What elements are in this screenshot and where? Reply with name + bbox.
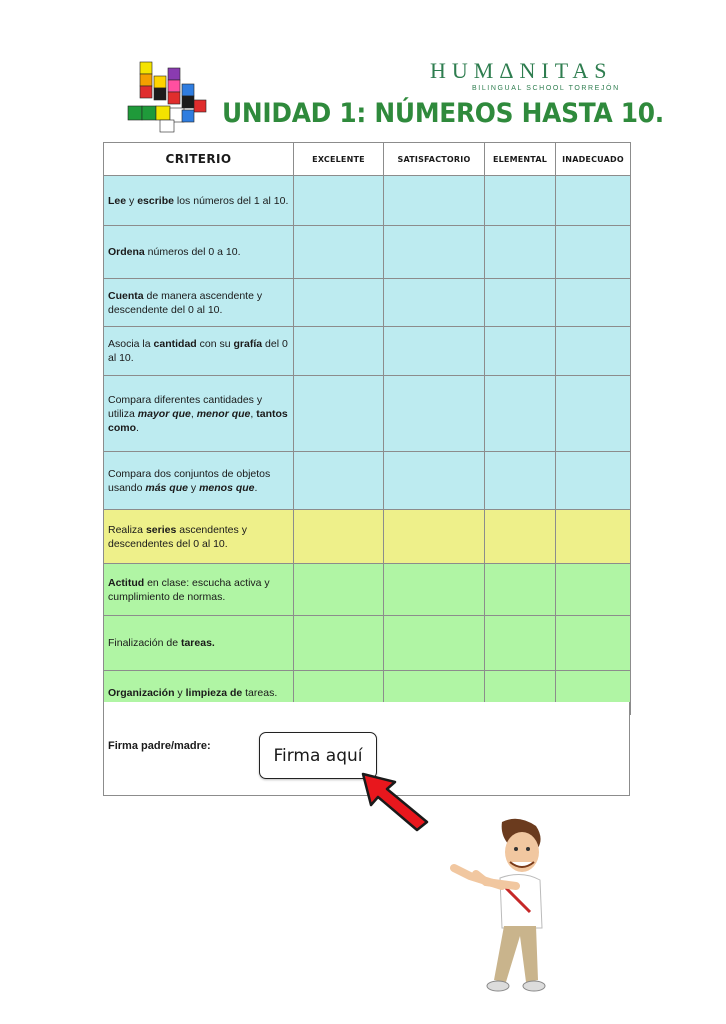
criterion-cell: Asocia la cantidad con su grafía del 0 al 10. <box>104 327 294 376</box>
rating-cell[interactable] <box>294 226 384 279</box>
rating-cell[interactable] <box>384 510 485 564</box>
rating-cell[interactable] <box>556 452 631 510</box>
rating-cell[interactable] <box>485 176 556 226</box>
rating-cell[interactable] <box>556 279 631 327</box>
signature-label: Firma padre/madre: <box>108 740 211 752</box>
table-row <box>104 564 631 616</box>
rating-cell[interactable] <box>384 376 485 452</box>
rating-cell[interactable] <box>294 279 384 327</box>
header-inadecuado: INADECUADO <box>556 143 631 176</box>
criterion-cell: Actitud en clase: escucha activa y cumplimiento de normas. <box>104 564 294 616</box>
rating-cell[interactable] <box>384 226 485 279</box>
rating-cell[interactable] <box>485 279 556 327</box>
rating-cell[interactable] <box>556 226 631 279</box>
logo-subtitle: BILINGUAL SCHOOL TORREJÓN <box>472 85 620 92</box>
rating-cell[interactable] <box>556 510 631 564</box>
criterion-cell: Compara dos conjuntos de objetos usando más que y menos que. <box>104 452 294 510</box>
rating-cell[interactable] <box>294 176 384 226</box>
rating-cell[interactable] <box>485 616 556 671</box>
criterion-cell: Compara diferentes cantidades y utiliza mayor que, menor que, tantos como. <box>104 376 294 452</box>
page-title: UNIDAD 1: NÚMEROS HASTA 10. <box>222 98 664 129</box>
rating-cell[interactable] <box>384 327 485 376</box>
rating-cell[interactable] <box>294 510 384 564</box>
table-row <box>104 510 631 564</box>
rating-cell[interactable] <box>384 616 485 671</box>
rating-cell[interactable] <box>294 327 384 376</box>
rating-cell[interactable] <box>384 176 485 226</box>
header-satisfactorio: SATISFACTORIO <box>384 143 485 176</box>
rubric-table <box>103 142 631 715</box>
table-row <box>104 376 631 452</box>
rating-cell[interactable] <box>485 226 556 279</box>
criterion-cell: Finalización de tareas. <box>104 616 294 671</box>
rating-cell[interactable] <box>556 327 631 376</box>
rubric-body <box>104 176 631 715</box>
rating-cell[interactable] <box>485 376 556 452</box>
rating-cell[interactable] <box>294 452 384 510</box>
school-logo <box>430 58 630 92</box>
rating-cell[interactable] <box>384 564 485 616</box>
header-elemental: ELEMENTAL <box>485 143 556 176</box>
criterion-cell: Lee y escribe los números del 1 al 10. <box>104 176 294 226</box>
rating-cell[interactable] <box>384 279 485 327</box>
table-row <box>104 279 631 327</box>
logo-name: HUMΔNITAS <box>430 58 613 83</box>
header-excelente: EXCELENTE <box>294 143 384 176</box>
sign-here-button[interactable]: Firma aquí <box>259 732 377 779</box>
teacher-avatar-illustration <box>440 812 550 1002</box>
rating-cell[interactable] <box>485 452 556 510</box>
criterion-cell: Organización y limpieza de tareas. <box>104 671 294 715</box>
red-arrow-icon <box>355 768 435 833</box>
criterion-cell: Cuenta de manera ascendente y descendente del 0 al 10. <box>104 279 294 327</box>
header-criterio: CRITERIO <box>104 143 294 176</box>
rating-cell[interactable] <box>556 176 631 226</box>
rating-cell[interactable] <box>384 452 485 510</box>
criterion-cell: Ordena números del 0 a 10. <box>104 226 294 279</box>
table-row <box>104 616 631 671</box>
rating-cell[interactable] <box>556 564 631 616</box>
table-row <box>104 452 631 510</box>
rating-cell[interactable] <box>294 616 384 671</box>
table-row <box>104 176 631 226</box>
rubric-header-row <box>104 143 631 176</box>
rating-cell[interactable] <box>556 616 631 671</box>
table-row <box>104 327 631 376</box>
table-row <box>104 226 631 279</box>
criterion-cell: Realiza series ascendentes y descendentes del 0 al 10. <box>104 510 294 564</box>
rating-cell[interactable] <box>294 376 384 452</box>
rating-cell[interactable] <box>485 510 556 564</box>
linking-cubes-image <box>124 54 212 136</box>
rating-cell[interactable] <box>485 327 556 376</box>
rating-cell[interactable] <box>556 376 631 452</box>
rating-cell[interactable] <box>485 564 556 616</box>
rating-cell[interactable] <box>294 564 384 616</box>
